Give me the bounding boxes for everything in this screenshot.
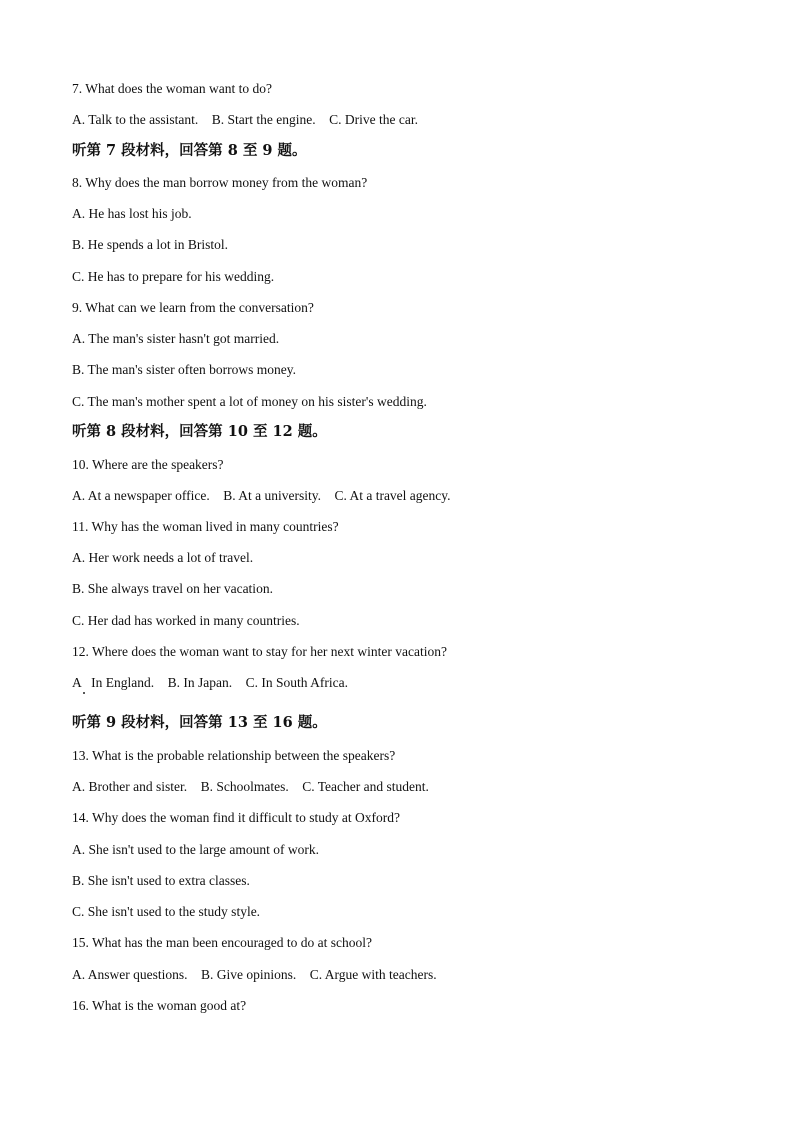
options-12: A In England. B. In Japan. C. In South Africa. — [72, 675, 348, 690]
option-9b: B. The man's sister often borrows money. — [72, 362, 297, 377]
option-9c: C. The man's mother spent a lot of money on his sister's wedding. — [72, 394, 427, 409]
option-9a: A. The man's sister hasn't got married. — [72, 331, 280, 346]
options-7: A. Talk to the assistant. B. Start the engine. C. Drive the car. — [72, 112, 418, 127]
question-9: 9. What can we learn from the conversation? — [72, 300, 314, 315]
option-14a: A. She isn't used to the large amount of work. — [72, 842, 320, 857]
option-14c: C. She isn't used to the study style. — [72, 904, 261, 919]
question-10: 10. Where are the speakers? — [72, 457, 224, 472]
option-14b: B. She isn't used to extra classes. — [72, 873, 250, 888]
options-15: A. Answer questions. B. Give opinions. C. Argue with teachers. — [72, 967, 437, 982]
question-8: 8. Why does the man borrow money from the woman? — [72, 175, 368, 190]
option-8c: C. He has to prepare for his wedding. — [72, 269, 275, 284]
question-12: 12. Where does the woman want to stay for her next winter vacation? — [72, 644, 448, 659]
section-heading-7: 听第 7 段材料，回答第 8 至 9 题。 — [72, 142, 307, 159]
option-11b: B. She always travel on her vacation. — [72, 581, 273, 596]
option-8a: A. He has lost his job. — [72, 206, 192, 221]
section-heading-8: 听第 8 段材料，回答第 10 至 12 题。 — [72, 423, 327, 440]
option-11a: A. Her work needs a lot of travel. — [72, 550, 254, 565]
section-heading-9: 听第 9 段材料，回答第 13 至 16 题。 — [72, 714, 327, 731]
options-10: A. At a newspaper office. B. At a university. C. At a travel agency. — [72, 488, 451, 503]
question-16: 16. What is the woman good at? — [72, 998, 247, 1013]
question-15: 15. What has the man been encouraged to do at school? — [72, 935, 373, 950]
option-8b: B. He spends a lot in Bristol. — [72, 237, 228, 252]
question-11: 11. Why has the woman lived in many countries? — [72, 519, 339, 534]
stray-dot-mark — [83, 692, 85, 694]
question-14: 14. Why does the woman find it difficult to study at Oxford? — [72, 810, 400, 825]
question-7: 7. What does the woman want to do? — [72, 81, 272, 96]
options-13: A. Brother and sister. B. Schoolmates. C. Teacher and student. — [72, 779, 429, 794]
option-11c: C. Her dad has worked in many countries. — [72, 613, 300, 628]
question-13: 13. What is the probable relationship between the speakers? — [72, 748, 396, 763]
